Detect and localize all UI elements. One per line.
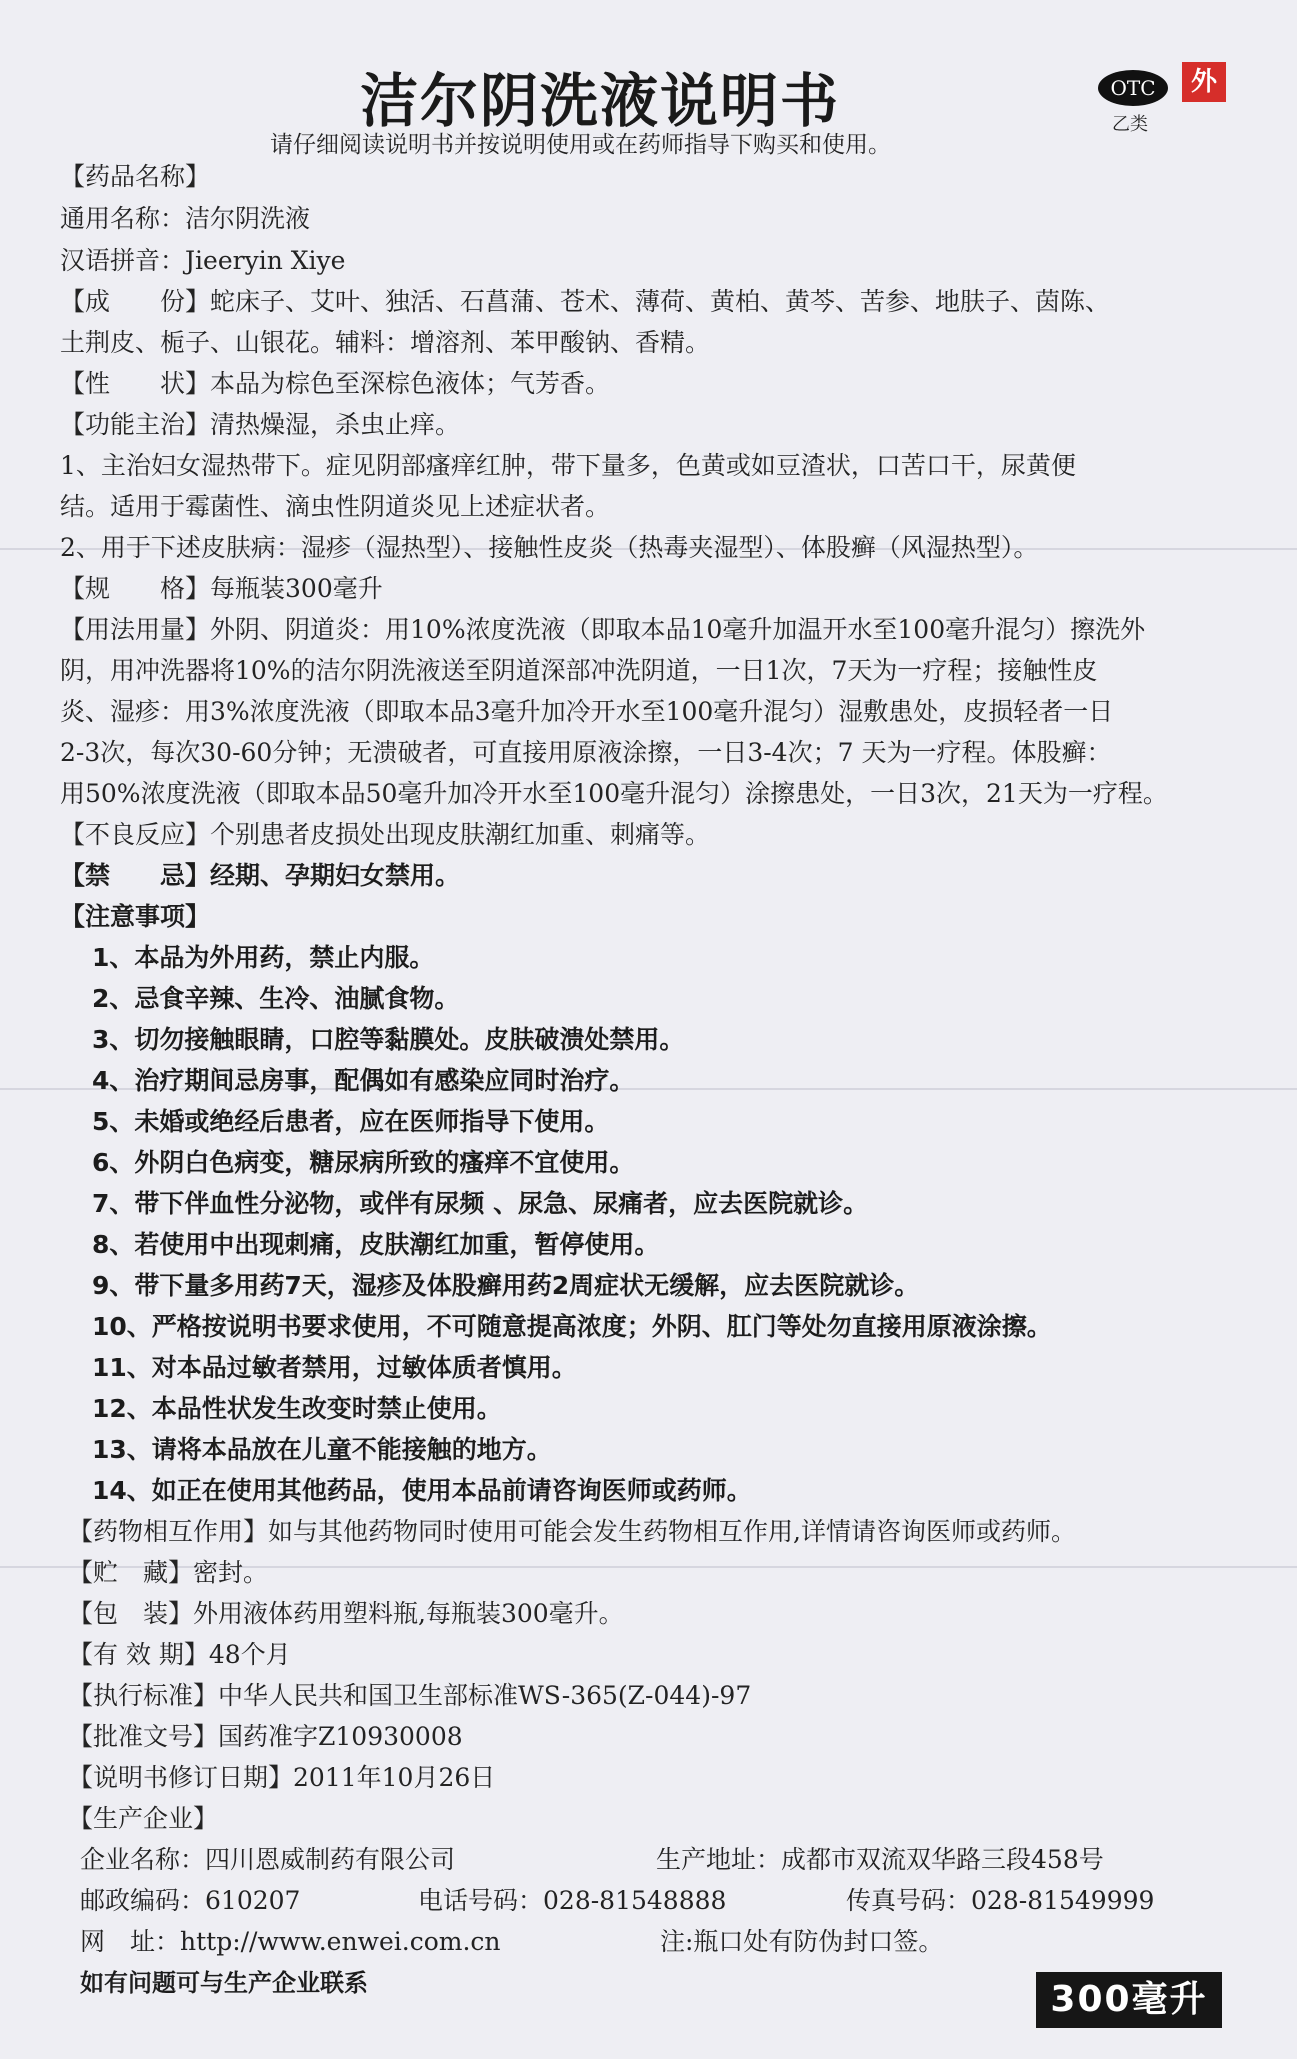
field-label: 邮政编码：: [80, 1886, 206, 1915]
section-heading: 【功能主治】: [60, 410, 211, 439]
section-heading: 【生产企业】: [68, 1804, 219, 1833]
precaution-item: 10、严格按说明书要求使用，不可随意提高浓度；外阴、肛门等处勿直接用原液涂擦。: [92, 1312, 1052, 1341]
otc-class: 乙类: [1112, 114, 1148, 135]
field-value: 国药准字Z10930008: [218, 1722, 463, 1751]
ingredients-row-cont: 土荆皮、栀子、山银花。辅料：增溶剂、苯甲酸钠、香精。: [60, 328, 711, 357]
section-drug-name: [60, 160, 210, 194]
section-heading: 【成 份】: [60, 287, 211, 316]
indications-row: [60, 408, 460, 442]
contact-note: 如有问题可与生产企业联系: [80, 1969, 368, 1997]
section-heading: 【说明书修订日期】: [68, 1763, 294, 1792]
website: [80, 1925, 501, 1959]
seal-note: 注:瓶口处有防伪封口签。: [660, 1927, 944, 1956]
revision-row: [68, 1761, 495, 1795]
manufacturer-heading: [68, 1802, 218, 1836]
section-heading: 【批准文号】: [68, 1722, 219, 1751]
section-heading: 【贮 藏】: [68, 1558, 194, 1587]
field-value: Jieeryin Xiye: [185, 246, 346, 275]
section-heading: 【药品名称】: [60, 162, 211, 191]
postcode: [80, 1884, 300, 1918]
usage-line: 炎、湿疹：用3%浓度洗液（即取本品3毫升加冷开水至100毫升混匀）湿敷患处，皮损轻者一日: [60, 697, 1114, 726]
precautions-heading: [60, 900, 210, 934]
indication-item: 2、用于下述皮肤病：湿疹（湿热型）、接触性皮炎（热毒夹湿型）、体股癣（风湿热型）。: [60, 533, 1039, 562]
precaution-item: 7、带下伴血性分泌物，或伴有尿频 、尿急、尿痛者，应去医院就诊。: [92, 1189, 869, 1218]
company-name: [80, 1843, 455, 1877]
company-address: [656, 1843, 1104, 1877]
field-value: 028-81548888: [543, 1886, 727, 1915]
field-label: 汉语拼音：: [60, 246, 186, 275]
specification-row: [60, 572, 383, 606]
adverse-row: [60, 818, 710, 852]
field-value: 如与其他药物同时使用可能会发生药物相互作用,详情请咨询医师或药师。: [268, 1517, 1076, 1546]
precaution-item: 11、对本品过敏者禁用，过敏体质者慎用。: [92, 1353, 577, 1382]
precaution-item: 9、带下量多用药7天，湿疹及体股癣用药2周症状无缓解，应去医院就诊。: [92, 1271, 920, 1300]
ingredients-row: [60, 285, 1110, 319]
section-heading: 【性 状】: [60, 369, 211, 398]
precaution-item: 5、未婚或绝经后患者，应在医师指导下使用。: [92, 1107, 610, 1136]
field-value: 密封。: [193, 1558, 269, 1587]
approval-row: [68, 1720, 463, 1754]
precaution-item: 1、本品为外用药，禁止内服。: [92, 943, 435, 972]
field-label: 网 址：: [80, 1927, 181, 1956]
field-value: 成都市双流双华路三段458号: [781, 1845, 1104, 1874]
field-value: 610207: [205, 1886, 301, 1915]
fax-number: [846, 1884, 1154, 1918]
field-label: 通用名称：: [60, 204, 186, 233]
field-label: 企业名称：: [80, 1845, 206, 1874]
field-value: 四川恩威制药有限公司: [205, 1845, 456, 1874]
field-value: 外用液体药用塑料瓶,每瓶装300毫升。: [193, 1599, 624, 1628]
field-value: http://www.enwei.com.cn: [180, 1927, 501, 1956]
section-heading: 【注意事项】: [60, 902, 211, 931]
package-row: [68, 1597, 624, 1631]
volume-badge: 300毫升: [1036, 1972, 1222, 2028]
field-value: 个别患者皮损处出现皮肤潮红加重、刺痛等。: [210, 820, 711, 849]
field-value: 028-81549999: [971, 1886, 1155, 1915]
page-title: 洁尔阴洗液说明书: [360, 67, 841, 135]
section-heading: 【规 格】: [60, 574, 211, 603]
section-heading: 【包 装】: [68, 1599, 194, 1628]
interactions-row: [68, 1515, 1076, 1549]
validity-row: [68, 1638, 291, 1672]
external-use-mark: 外: [1182, 62, 1226, 102]
section-heading: 【不良反应】: [60, 820, 211, 849]
field-value: 2011年10月26日: [293, 1763, 496, 1792]
indication-item: 1、主治妇女湿热带下。症见阴部瘙痒红肿，带下量多，色黄或如豆渣状，口苦口干，尿黄便: [60, 451, 1076, 480]
section-heading: 【用法用量】: [60, 615, 211, 644]
description-row: [60, 367, 610, 401]
usage-line: 用50%浓度洗液（即取本品50毫升加冷开水至100毫升混匀）涂擦患处，一日3次，21天为一疗程。: [60, 779, 1168, 808]
usage-row: [60, 613, 1145, 647]
precaution-item: 12、本品性状发生改变时禁止使用。: [92, 1394, 502, 1423]
precaution-item: 13、请将本品放在儿童不能接触的地方。: [92, 1435, 552, 1464]
precaution-item: 6、外阴白色病变，糖尿病所致的瘙痒不宜使用。: [92, 1148, 635, 1177]
phone-number: [418, 1884, 726, 1918]
section-heading: 【有 效 期】: [68, 1640, 209, 1669]
section-heading: 【药物相互作用】: [68, 1517, 269, 1546]
usage-line: 2-3次，每次30-60分钟；无溃破者，可直接用原液涂擦，一日3-4次；7 天为一疗程。体股癣：: [60, 738, 1112, 767]
usage-line: 阴，用冲洗器将10%的洁尔阴洗液送至阴道深部冲洗阴道，一日1次，7天为一疗程；接触性皮: [60, 656, 1098, 685]
section-heading: 【禁 忌】: [60, 861, 211, 890]
precaution-item: 14、如正在使用其他药品，使用本品前请咨询医师或药师。: [92, 1476, 752, 1505]
standard-row: [68, 1679, 751, 1713]
subtitle: 请仔细阅读说明书并按说明使用或在药师指导下购买和使用。: [270, 132, 891, 158]
field-label: 电话号码：: [418, 1886, 544, 1915]
field-value: 清热燥湿，杀虫止痒。: [210, 410, 461, 439]
field-value: 经期、孕期妇女禁用。: [210, 861, 461, 890]
precaution-item: 2、忌食辛辣、生冷、油腻食物。: [92, 984, 460, 1013]
contraindications-row: [60, 859, 460, 893]
section-heading: 【执行标准】: [68, 1681, 219, 1710]
field-label: 生产地址：: [656, 1845, 782, 1874]
field-label: 传真号码：: [846, 1886, 972, 1915]
field-value: 中华人民共和国卫生部标准WS-365(Z-044)-97: [218, 1681, 752, 1710]
indication-item-cont: 结。适用于霉菌性、滴虫性阴道炎见上述症状者。: [60, 492, 611, 521]
storage-row: [68, 1556, 268, 1590]
field-value: 48个月: [208, 1640, 291, 1669]
generic-name-row: [60, 202, 310, 236]
precaution-item: 8、若使用中出现刺痛，皮肤潮红加重，暂停使用。: [92, 1230, 660, 1259]
precaution-item: 4、治疗期间忌房事，配偶如有感染应同时治疗。: [92, 1066, 635, 1095]
field-value: 外阴、阴道炎：用10%浓度洗液（即取本品10毫升加温开水至100毫升混匀）擦洗外: [210, 615, 1146, 644]
field-value: 本品为棕色至深棕色液体；气芳香。: [210, 369, 611, 398]
field-value: 每瓶装300毫升: [210, 574, 383, 603]
pinyin-row: [60, 244, 345, 278]
field-value: 洁尔阴洗液: [185, 204, 311, 233]
otc-logo: OTC: [1098, 70, 1168, 106]
field-value: 蛇床子、艾叶、独活、石菖蒲、苍术、薄荷、黄柏、黄芩、苦参、地肤子、茵陈、: [210, 287, 1111, 316]
precaution-item: 3、切勿接触眼睛，口腔等黏膜处。皮肤破溃处禁用。: [92, 1025, 685, 1054]
